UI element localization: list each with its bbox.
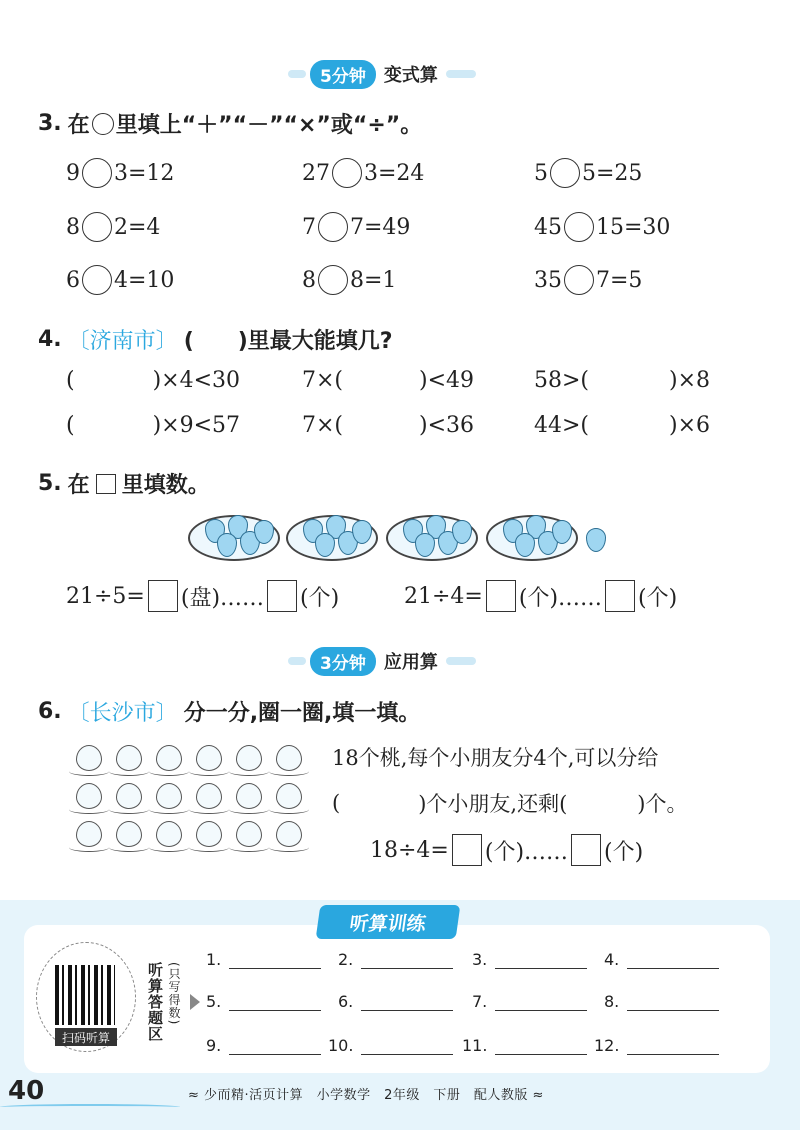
section-banner-2 (288, 646, 476, 676)
question-text: 分一分,圈一圈,填一填。 (183, 701, 421, 726)
answer-item-1: 1. (206, 950, 321, 969)
banner-line-right (446, 70, 476, 78)
peach-icon (76, 821, 102, 847)
peach-icon (76, 745, 102, 771)
answer-circle[interactable] (318, 265, 348, 295)
answer-item-8: 8. (604, 992, 719, 1011)
arrow-right-icon (190, 994, 200, 1010)
section-banner-1 (288, 59, 476, 89)
answer-circle[interactable] (564, 265, 594, 295)
q5-equation-2: 21÷4= (个)…… (个) (404, 580, 677, 612)
answer-box[interactable] (571, 834, 601, 866)
section-title: 应用算 (383, 652, 438, 673)
question-number: 6. (38, 699, 62, 724)
answer-box[interactable] (148, 580, 178, 612)
peach-icon (116, 783, 142, 809)
peach-icon (236, 745, 262, 771)
answer-item-12: 12. (594, 1036, 719, 1055)
source-tag: 〔济南市〕 (67, 329, 178, 354)
q6-equation: 18÷4= (个)…… (个) (370, 834, 643, 866)
strawberry-icon (586, 528, 606, 552)
question-number: 3. (38, 111, 62, 136)
q3-item-3-3: 35 7=5 (534, 265, 642, 295)
answer-line[interactable] (361, 995, 453, 1011)
question-6-heading (38, 696, 420, 727)
answer-box[interactable] (486, 580, 516, 612)
answer-line[interactable] (229, 1039, 321, 1055)
answer-line[interactable] (229, 995, 321, 1011)
q4-item-1-2: 7×( )<49 (302, 368, 475, 393)
answer-line[interactable] (627, 953, 719, 969)
answer-circle[interactable] (318, 212, 348, 242)
q6-text-line-1: 18个桃,每个小朋友分4个,可以分给 (332, 746, 659, 770)
answer-item-5: 5. (206, 992, 321, 1011)
banner-line-left (288, 70, 306, 78)
q3-item-1-3: 5 5=25 (534, 158, 642, 188)
peach-icon (116, 821, 142, 847)
peach-icon (156, 783, 182, 809)
peach-icon (156, 821, 182, 847)
answer-item-10: 10. (328, 1036, 453, 1055)
section-time: 3分钟 (310, 647, 376, 676)
banner-line-right (446, 657, 476, 665)
q4-item-1-1: ( )×4<30 (66, 368, 241, 393)
peach-icon (196, 783, 222, 809)
answer-line[interactable] (495, 1039, 587, 1055)
qr-code-icon[interactable] (55, 965, 115, 1025)
q5-equation-1: 21÷5= (盘)…… (个) (66, 580, 339, 612)
banner-line-left (288, 657, 306, 665)
footer-text: ≈ 少而精·活页计算 小学数学 2年级 下册 配人教版 ≈ (188, 1088, 544, 1103)
question-number: 4. (38, 327, 62, 352)
peach-icon (156, 745, 182, 771)
peach-icon (236, 783, 262, 809)
question-4-heading (38, 324, 393, 355)
source-tag: 〔长沙市〕 (67, 701, 178, 726)
peach-icon (116, 745, 142, 771)
answer-item-4: 4. (604, 950, 719, 969)
peach-icon (236, 821, 262, 847)
answer-line[interactable] (361, 953, 453, 969)
answer-item-2: 2. (338, 950, 453, 969)
question-5-heading (38, 468, 210, 499)
answer-circle[interactable] (564, 212, 594, 242)
answer-box[interactable] (452, 834, 482, 866)
q3-item-1-1: 9 3=12 (66, 158, 174, 188)
q3-item-1-2: 27 3=24 (302, 158, 424, 188)
peach-icon (196, 821, 222, 847)
answer-circle[interactable] (550, 158, 580, 188)
peach-icon (196, 745, 222, 771)
answer-item-11: 11. (462, 1036, 587, 1055)
square-icon (96, 474, 116, 494)
question-text-pre: 在 (67, 473, 90, 498)
answer-area-label: 听算答题区 (146, 962, 164, 1042)
answer-box[interactable] (605, 580, 635, 612)
question-3-heading (38, 108, 422, 139)
answer-line[interactable] (495, 995, 587, 1011)
section-title: 变式算 (383, 65, 438, 86)
answer-circle[interactable] (82, 212, 112, 242)
peach-icon (276, 821, 302, 847)
q6-text-line-2: ( )个小朋友,还剩( )个。 (332, 791, 688, 816)
answer-item-3: 3. (472, 950, 587, 969)
answer-line[interactable] (627, 995, 719, 1011)
question-text-pre: 在 (67, 113, 90, 138)
peach-icon (276, 783, 302, 809)
answer-line[interactable] (361, 1039, 453, 1055)
listen-title: 听算训练 (316, 905, 461, 939)
peach-icon (76, 783, 102, 809)
q3-item-2-1: 8 2=4 (66, 212, 160, 242)
q3-item-2-2: 7 7=49 (302, 212, 410, 242)
wave-decoration (0, 1104, 180, 1110)
question-number: 5. (38, 471, 62, 496)
answer-item-6: 6. (338, 992, 453, 1011)
answer-line[interactable] (229, 953, 321, 969)
q3-item-3-1: 6 4=10 (66, 265, 174, 295)
answer-item-9: 9. (206, 1036, 321, 1055)
answer-circle[interactable] (82, 158, 112, 188)
answer-line[interactable] (627, 1039, 719, 1055)
qr-label: 扫码听算 (55, 1028, 117, 1046)
page-number: 40 (8, 1076, 45, 1106)
answer-item-7: 7. (472, 992, 587, 1011)
answer-circle[interactable] (82, 265, 112, 295)
answer-area-note: (只写得数) (167, 962, 181, 1026)
peach-icon (276, 745, 302, 771)
q3-item-2-3: 45 15=30 (534, 212, 670, 242)
question-text: ( )里最大能填几? (183, 329, 393, 354)
q4-item-2-1: ( )×9<57 (66, 413, 241, 438)
section-time: 5分钟 (310, 60, 376, 89)
answer-box[interactable] (267, 580, 297, 612)
question-text-post: 里填数。 (121, 473, 210, 498)
q4-item-2-3: 44>( )×6 (534, 413, 711, 438)
answer-line[interactable] (495, 953, 587, 969)
answer-circle[interactable] (332, 158, 362, 188)
q3-item-3-2: 8 8=1 (302, 265, 396, 295)
q4-item-2-2: 7×( )<36 (302, 413, 475, 438)
q4-item-1-3: 58>( )×8 (534, 368, 711, 393)
circle-icon (92, 113, 114, 135)
question-text-post: 里填上“＋”“－”“×”或“÷”。 (115, 113, 423, 138)
